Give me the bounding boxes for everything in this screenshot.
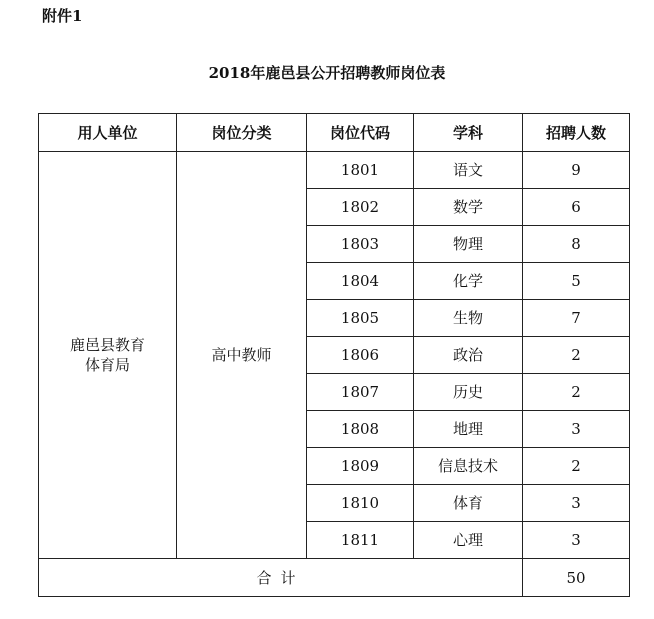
header-subject: 学科 — [414, 114, 523, 152]
subject-cell: 体育 — [414, 485, 523, 522]
table-title: 2018年鹿邑县公开招聘教师岗位表 — [208, 64, 446, 82]
count-cell: 2 — [523, 448, 630, 485]
subject-cell: 物理 — [414, 226, 523, 263]
count-cell: 3 — [523, 485, 630, 522]
subject-cell: 生物 — [414, 300, 523, 337]
count-cell: 9 — [523, 152, 630, 189]
total-count: 50 — [523, 559, 630, 597]
header-count: 招聘人数 — [523, 114, 630, 152]
code-cell: 1811 — [307, 522, 414, 559]
count-cell: 3 — [523, 522, 630, 559]
table-body — [39, 152, 630, 597]
subject-cell: 化学 — [414, 263, 523, 300]
subject-cell: 信息技术 — [414, 448, 523, 485]
subject-cell: 心理 — [414, 522, 523, 559]
positions-table — [38, 113, 630, 597]
unit-cell — [39, 152, 177, 559]
attachment-label: 附件1 — [42, 7, 83, 25]
count-cell: 7 — [523, 300, 630, 337]
code-cell: 1807 — [307, 374, 414, 411]
subject-cell: 数学 — [414, 189, 523, 226]
code-cell: 1802 — [307, 189, 414, 226]
unit-line: 体育局 — [84, 356, 130, 374]
subject-cell: 历史 — [414, 374, 523, 411]
header-row — [39, 114, 630, 152]
table-row — [39, 152, 630, 189]
total-row — [39, 559, 630, 597]
code-cell: 1805 — [307, 300, 414, 337]
count-cell: 3 — [523, 411, 630, 448]
count-cell: 5 — [523, 263, 630, 300]
count-cell: 2 — [523, 337, 630, 374]
code-cell: 1804 — [307, 263, 414, 300]
unit-line: 鹿邑县教育 — [69, 336, 145, 354]
total-label: 合计 — [39, 559, 523, 597]
count-cell: 2 — [523, 374, 630, 411]
code-cell: 1808 — [307, 411, 414, 448]
code-cell: 1806 — [307, 337, 414, 374]
category-cell: 高中教师 — [177, 152, 307, 559]
code-cell: 1809 — [307, 448, 414, 485]
header-category: 岗位分类 — [177, 114, 307, 152]
count-cell: 6 — [523, 189, 630, 226]
header-unit: 用人单位 — [39, 114, 177, 152]
subject-cell: 政治 — [414, 337, 523, 374]
subject-cell: 地理 — [414, 411, 523, 448]
count-cell: 8 — [523, 226, 630, 263]
code-cell: 1803 — [307, 226, 414, 263]
code-cell: 1801 — [307, 152, 414, 189]
code-cell: 1810 — [307, 485, 414, 522]
header-code: 岗位代码 — [307, 114, 414, 152]
subject-cell: 语文 — [414, 152, 523, 189]
